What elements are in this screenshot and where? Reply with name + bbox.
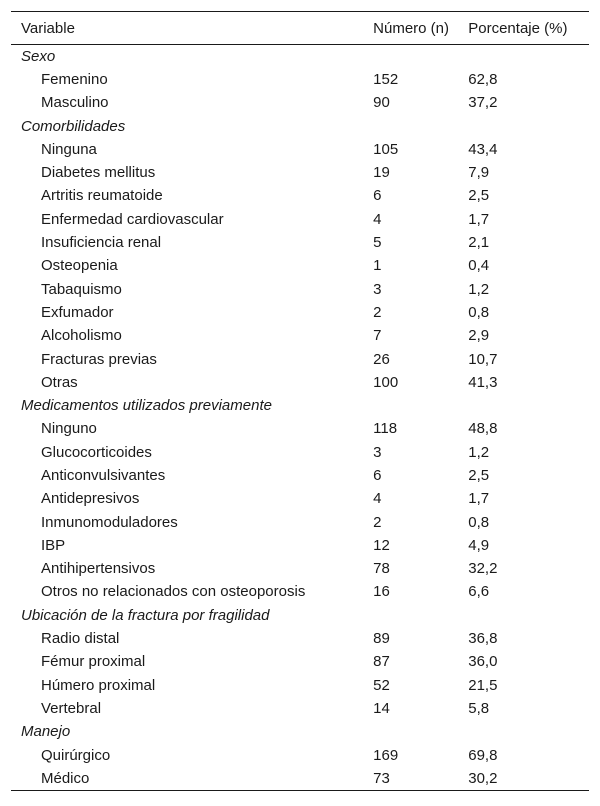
cell-numero: 100 <box>373 373 399 391</box>
cell-variable: Anticonvulsivantes <box>41 466 166 484</box>
table-row <box>11 650 589 673</box>
cell-numero: 152 <box>373 70 399 88</box>
cell-porcentaje: 10,7 <box>468 350 498 368</box>
table-row <box>11 277 589 300</box>
header-row <box>11 12 589 45</box>
table-row <box>11 767 589 790</box>
cell-porcentaje: 4,9 <box>468 536 490 554</box>
cell-porcentaje: 21,5 <box>468 676 498 694</box>
cell-porcentaje: 0,8 <box>468 303 490 321</box>
header-porcentaje: Porcentaje (%) <box>468 12 589 45</box>
cell-numero: 4 <box>373 490 382 508</box>
cell-numero: 26 <box>373 350 390 368</box>
cell-porcentaje: 1,7 <box>468 210 490 228</box>
cell-numero: 3 <box>373 280 382 298</box>
cell-porcentaje: 41,3 <box>468 373 498 391</box>
cell-numero: 7 <box>373 327 382 345</box>
table-row <box>11 184 589 207</box>
cell-variable: Ninguno <box>41 420 97 438</box>
cell-variable: Enfermedad cardiovascular <box>41 210 224 228</box>
table-row <box>11 371 589 394</box>
table-header <box>11 12 589 45</box>
data-table <box>11 11 589 791</box>
cell-variable: Tabaquismo <box>41 280 122 298</box>
cell-porcentaje: 1,2 <box>468 280 490 298</box>
table-row <box>11 487 589 510</box>
cell-porcentaje: 0,4 <box>468 257 490 275</box>
cell-variable: Osteopenia <box>41 257 118 275</box>
group-row <box>11 604 589 627</box>
table-row <box>11 301 589 324</box>
cell-porcentaje: 2,9 <box>468 327 490 345</box>
cell-variable: Fracturas previas <box>41 350 157 368</box>
cell-variable: Antihipertensivos <box>41 560 156 578</box>
cell-variable: Inmunomoduladores <box>41 513 178 531</box>
cell-variable: Vertebral <box>41 699 102 717</box>
cell-numero: 4 <box>373 210 382 228</box>
cell-numero: 19 <box>373 164 390 182</box>
cell-variable: Fémur proximal <box>41 653 146 671</box>
table-row <box>11 161 589 184</box>
cell-variable: Otras <box>41 373 78 391</box>
cell-numero: 2 <box>373 513 382 531</box>
group-title: Medicamentos utilizados previamente <box>21 397 272 415</box>
table-row <box>11 441 589 464</box>
cell-variable: Médico <box>11 767 373 790</box>
group-title: Sexo <box>21 47 56 65</box>
table-row <box>11 674 589 697</box>
table-row <box>11 557 589 580</box>
cell-variable: Glucocorticoides <box>41 443 152 461</box>
cell-numero: 6 <box>373 466 382 484</box>
table-row <box>11 68 589 91</box>
cell-variable: Radio distal <box>41 630 120 648</box>
cell-porcentaje: 7,9 <box>468 164 490 182</box>
cell-variable: Femenino <box>41 70 108 88</box>
cell-numero: 16 <box>373 583 390 601</box>
cell-porcentaje: 48,8 <box>468 420 498 438</box>
cell-porcentaje: 2,5 <box>468 187 490 205</box>
cell-numero: 73 <box>373 767 468 790</box>
table-row <box>11 208 589 231</box>
cell-porcentaje: 62,8 <box>468 70 498 88</box>
cell-variable: Ninguna <box>41 140 97 158</box>
cell-numero: 89 <box>373 630 390 648</box>
cell-variable: Diabetes mellitus <box>41 164 156 182</box>
cell-porcentaje: 36,0 <box>468 653 498 671</box>
cell-porcentaje: 2,5 <box>468 466 490 484</box>
table-row <box>11 347 589 370</box>
cell-porcentaje: 6,6 <box>468 583 490 601</box>
cell-numero: 90 <box>373 94 390 112</box>
group-row <box>11 114 589 137</box>
group-title: Manejo <box>21 723 71 741</box>
cell-numero: 169 <box>373 746 399 764</box>
table-row <box>11 324 589 347</box>
cell-numero: 6 <box>373 187 382 205</box>
table-row <box>11 91 589 114</box>
group-title: Comorbilidades <box>21 117 126 135</box>
cell-variable: Alcoholismo <box>41 327 122 345</box>
cell-numero: 118 <box>373 420 398 438</box>
cell-variable: Antidepresivos <box>41 490 140 508</box>
cell-variable: Otros no relacionados con osteoporosis <box>41 583 306 601</box>
group-row <box>11 720 589 743</box>
cell-porcentaje: 1,2 <box>468 443 490 461</box>
cell-porcentaje: 32,2 <box>468 560 498 578</box>
cell-numero: 87 <box>373 653 390 671</box>
cell-porcentaje: 69,8 <box>468 746 498 764</box>
cell-numero: 52 <box>373 676 390 694</box>
table-row <box>11 417 589 440</box>
cell-variable: Masculino <box>41 94 109 112</box>
cell-variable: Exfumador <box>41 303 114 321</box>
table-row <box>11 627 589 650</box>
table-row <box>11 231 589 254</box>
table-row <box>11 464 589 487</box>
table-row <box>11 580 589 603</box>
cell-porcentaje: 37,2 <box>468 94 498 112</box>
cell-variable: Artritis reumatoide <box>41 187 163 205</box>
cell-numero: 1 <box>373 257 382 275</box>
cell-porcentaje: 0,8 <box>468 513 490 531</box>
group-title: Ubicación de la fractura por fragilidad <box>21 606 270 624</box>
cell-variable: Quirúrgico <box>41 746 111 764</box>
table-row <box>11 534 589 557</box>
header-numero: Número (n) <box>373 12 468 45</box>
table-row <box>11 510 589 533</box>
table-row <box>11 254 589 277</box>
table-row <box>11 743 589 766</box>
cell-numero: 5 <box>373 234 382 252</box>
group-row <box>11 45 589 68</box>
cell-numero: 14 <box>373 699 390 717</box>
group-row <box>11 394 589 417</box>
cell-porcentaje: 43,4 <box>468 140 498 158</box>
cell-numero: 105 <box>373 140 399 158</box>
header-variable: Variable <box>11 12 373 45</box>
cell-porcentaje: 5,8 <box>468 699 490 717</box>
cell-numero: 78 <box>373 560 390 578</box>
table-body <box>11 45 589 791</box>
table-row <box>11 697 589 720</box>
cell-numero: 2 <box>373 303 382 321</box>
cell-porcentaje: 2,1 <box>468 234 490 252</box>
table-row <box>11 138 589 161</box>
cell-porcentaje: 1,7 <box>468 490 490 508</box>
cell-porcentaje: 30,2 <box>468 767 589 790</box>
cell-variable: Húmero proximal <box>41 676 156 694</box>
cell-numero: 3 <box>373 443 382 461</box>
cell-variable: IBP <box>41 536 66 554</box>
cell-porcentaje: 36,8 <box>468 630 498 648</box>
cell-numero: 12 <box>373 536 390 554</box>
cell-variable: Insuficiencia renal <box>41 234 162 252</box>
